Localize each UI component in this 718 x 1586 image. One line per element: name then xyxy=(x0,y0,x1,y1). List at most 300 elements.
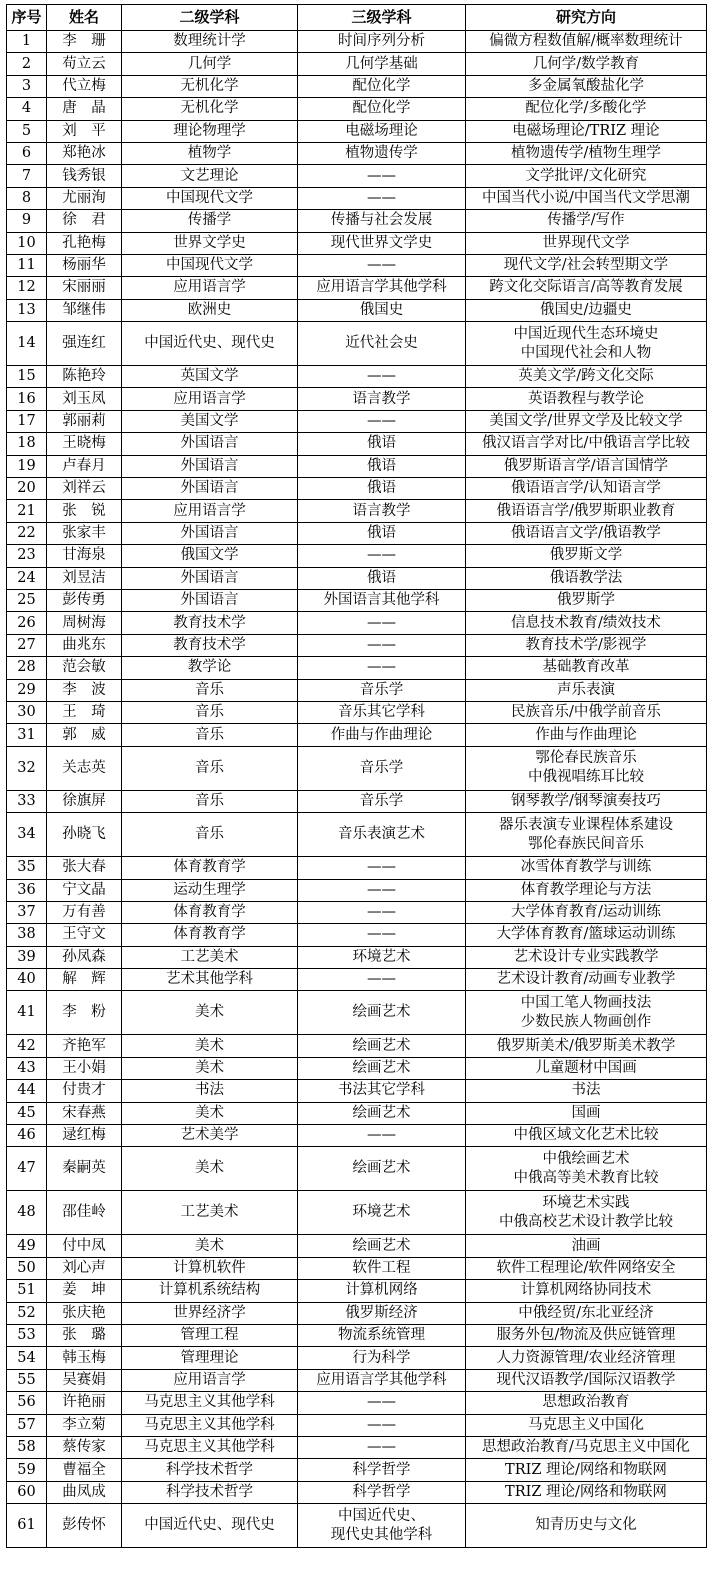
table-header-row xyxy=(7,5,707,31)
table-row xyxy=(7,679,707,701)
secondary-discipline: 外国语言 xyxy=(122,455,298,477)
secondary-discipline: 音乐 xyxy=(122,746,298,790)
table-row xyxy=(7,1302,707,1324)
row-index: 2 xyxy=(7,53,47,75)
table-row xyxy=(7,1347,707,1369)
research-direction: 现代汉语教学/国际汉语教学 xyxy=(466,1369,707,1391)
table-row xyxy=(7,433,707,455)
research-direction: 传播学/写作 xyxy=(466,210,707,232)
tertiary-discipline: —— xyxy=(298,165,466,187)
table-row xyxy=(7,366,707,388)
person-name: 刘心声 xyxy=(47,1257,122,1279)
tertiary-discipline: 物流系统管理 xyxy=(298,1324,466,1346)
row-index: 54 xyxy=(7,1347,47,1369)
row-index: 4 xyxy=(7,98,47,120)
secondary-discipline: 工艺美术 xyxy=(122,1191,298,1235)
tertiary-discipline: 环境艺术 xyxy=(298,1191,466,1235)
table-row xyxy=(7,75,707,97)
tertiary-discipline: 应用语言学其他学科 xyxy=(298,1369,466,1391)
table-row xyxy=(7,1369,707,1391)
person-name: 蔡传家 xyxy=(47,1436,122,1458)
tertiary-discipline: —— xyxy=(298,612,466,634)
row-index: 47 xyxy=(7,1147,47,1191)
table-row xyxy=(7,1324,707,1346)
research-direction: 文学批评/文化研究 xyxy=(466,165,707,187)
secondary-discipline: 美术 xyxy=(122,991,298,1035)
tertiary-discipline: —— xyxy=(298,969,466,991)
person-name: 彭传怀 xyxy=(47,1504,122,1548)
row-index: 38 xyxy=(7,924,47,946)
secondary-discipline: 马克思主义其他学科 xyxy=(122,1436,298,1458)
row-index: 33 xyxy=(7,790,47,812)
tertiary-discipline: 绘画艺术 xyxy=(298,1057,466,1079)
research-direction: 书法 xyxy=(466,1080,707,1102)
table-row xyxy=(7,120,707,142)
table-row xyxy=(7,1191,707,1235)
research-direction: 计算机网络协同技术 xyxy=(466,1280,707,1302)
tertiary-discipline: —— xyxy=(298,634,466,656)
tertiary-discipline: 现代世界文学史 xyxy=(298,232,466,254)
table-row xyxy=(7,1102,707,1124)
secondary-discipline: 应用语言学 xyxy=(122,500,298,522)
header-secondary-discipline: 二级学科 xyxy=(122,5,298,31)
tertiary-discipline: 行为科学 xyxy=(298,1347,466,1369)
person-name: 吴赛娟 xyxy=(47,1369,122,1391)
secondary-discipline: 体育教育学 xyxy=(122,857,298,879)
table-row xyxy=(7,589,707,611)
tertiary-discipline: —— xyxy=(298,879,466,901)
research-direction: 艺术设计专业实践教学 xyxy=(466,946,707,968)
table-row xyxy=(7,455,707,477)
row-index: 6 xyxy=(7,142,47,164)
research-direction: 英美文学/跨文化交际 xyxy=(466,366,707,388)
row-index: 7 xyxy=(7,165,47,187)
table-row xyxy=(7,1280,707,1302)
table-body xyxy=(7,31,707,1548)
table-row xyxy=(7,1035,707,1057)
row-index: 42 xyxy=(7,1035,47,1057)
header-research-direction: 研究方向 xyxy=(466,5,707,31)
person-name: 范会敏 xyxy=(47,657,122,679)
row-index: 3 xyxy=(7,75,47,97)
faculty-research-table xyxy=(6,4,707,1548)
table-row xyxy=(7,1057,707,1079)
tertiary-discipline: 俄国史 xyxy=(298,299,466,321)
research-direction: 大学体育教育/运动训练 xyxy=(466,901,707,923)
table-row xyxy=(7,724,707,746)
person-name: 彭传勇 xyxy=(47,589,122,611)
table-row xyxy=(7,857,707,879)
secondary-discipline: 美术 xyxy=(122,1147,298,1191)
tertiary-discipline: 绘画艺术 xyxy=(298,1235,466,1257)
table-row xyxy=(7,924,707,946)
row-index: 29 xyxy=(7,679,47,701)
person-name: 张 璐 xyxy=(47,1324,122,1346)
person-name: 邹继伟 xyxy=(47,299,122,321)
research-direction: 中国工笔人物画技法 少数民族人物画创作 xyxy=(466,991,707,1035)
secondary-discipline: 外国语言 xyxy=(122,433,298,455)
tertiary-discipline: 几何学基础 xyxy=(298,53,466,75)
research-direction: 几何学/数学教育 xyxy=(466,53,707,75)
row-index: 51 xyxy=(7,1280,47,1302)
person-name: 李 粉 xyxy=(47,991,122,1035)
table-row xyxy=(7,1414,707,1436)
tertiary-discipline: 俄语 xyxy=(298,455,466,477)
research-direction: 中俄区域文化艺术比较 xyxy=(466,1125,707,1147)
secondary-discipline: 外国语言 xyxy=(122,478,298,500)
table-row xyxy=(7,901,707,923)
secondary-discipline: 几何学 xyxy=(122,53,298,75)
row-index: 1 xyxy=(7,31,47,53)
secondary-discipline: 理论物理学 xyxy=(122,120,298,142)
secondary-discipline: 世界文学史 xyxy=(122,232,298,254)
person-name: 王小娟 xyxy=(47,1057,122,1079)
person-name: 万有善 xyxy=(47,901,122,923)
person-name: 郭丽莉 xyxy=(47,410,122,432)
person-name: 宋丽丽 xyxy=(47,277,122,299)
tertiary-discipline: 语言教学 xyxy=(298,500,466,522)
person-name: 徐 君 xyxy=(47,210,122,232)
secondary-discipline: 音乐 xyxy=(122,679,298,701)
person-name: 刘昱洁 xyxy=(47,567,122,589)
secondary-discipline: 体育教育学 xyxy=(122,924,298,946)
person-name: 徐旗屏 xyxy=(47,790,122,812)
row-index: 14 xyxy=(7,322,47,366)
table-row xyxy=(7,1147,707,1191)
research-direction: 俄汉语言学对比/中俄语言学比较 xyxy=(466,433,707,455)
person-name: 张庆艳 xyxy=(47,1302,122,1324)
secondary-discipline: 英国文学 xyxy=(122,366,298,388)
research-direction: 大学体育教育/篮球运动训练 xyxy=(466,924,707,946)
tertiary-discipline: 配位化学 xyxy=(298,98,466,120)
secondary-discipline: 运动生理学 xyxy=(122,879,298,901)
secondary-discipline: 音乐 xyxy=(122,701,298,723)
research-direction: 鄂伦春民族音乐 中俄视唱练耳比较 xyxy=(466,746,707,790)
research-direction: 钢琴教学/钢琴演奏技巧 xyxy=(466,790,707,812)
research-direction: 服务外包/物流及供应链管理 xyxy=(466,1324,707,1346)
row-index: 5 xyxy=(7,120,47,142)
table-row xyxy=(7,187,707,209)
secondary-discipline: 教育技术学 xyxy=(122,634,298,656)
table-row xyxy=(7,322,707,366)
secondary-discipline: 外国语言 xyxy=(122,522,298,544)
research-direction: 中国近现代生态环境史 中国现代社会和人物 xyxy=(466,322,707,366)
secondary-discipline: 音乐 xyxy=(122,790,298,812)
research-direction: 教育技术学/影视学 xyxy=(466,634,707,656)
research-direction: 民族音乐/中俄学前音乐 xyxy=(466,701,707,723)
secondary-discipline: 教学论 xyxy=(122,657,298,679)
person-name: 张家丰 xyxy=(47,522,122,544)
tertiary-discipline: 软件工程 xyxy=(298,1257,466,1279)
research-direction: 俄国史/边疆史 xyxy=(466,299,707,321)
research-direction: 信息技术教育/绩效技术 xyxy=(466,612,707,634)
research-direction: 冰雪体育教学与训练 xyxy=(466,857,707,879)
tertiary-discipline: —— xyxy=(298,924,466,946)
secondary-discipline: 美术 xyxy=(122,1102,298,1124)
table-row xyxy=(7,1481,707,1503)
row-index: 58 xyxy=(7,1436,47,1458)
tertiary-discipline: —— xyxy=(298,1125,466,1147)
row-index: 35 xyxy=(7,857,47,879)
research-direction: 知青历史与文化 xyxy=(466,1504,707,1548)
secondary-discipline: 世界经济学 xyxy=(122,1302,298,1324)
table-row xyxy=(7,388,707,410)
person-name: 王 琦 xyxy=(47,701,122,723)
research-direction: 思想政治教育 xyxy=(466,1392,707,1414)
research-direction: 基础教育改革 xyxy=(466,657,707,679)
research-direction: 人力资源管理/农业经济管理 xyxy=(466,1347,707,1369)
research-direction: 声乐表演 xyxy=(466,679,707,701)
research-direction: 俄罗斯语言学/语言国情学 xyxy=(466,455,707,477)
secondary-discipline: 应用语言学 xyxy=(122,1369,298,1391)
person-name: 苟立云 xyxy=(47,53,122,75)
table-row xyxy=(7,946,707,968)
person-name: 郭 威 xyxy=(47,724,122,746)
secondary-discipline: 欧洲史 xyxy=(122,299,298,321)
person-name: 孔艳梅 xyxy=(47,232,122,254)
tertiary-discipline: 俄语 xyxy=(298,522,466,544)
person-name: 尤丽洵 xyxy=(47,187,122,209)
row-index: 39 xyxy=(7,946,47,968)
person-name: 张大春 xyxy=(47,857,122,879)
secondary-discipline: 外国语言 xyxy=(122,589,298,611)
research-direction: 思想政治教育/马克思主义中国化 xyxy=(466,1436,707,1458)
person-name: 郑艳冰 xyxy=(47,142,122,164)
row-index: 37 xyxy=(7,901,47,923)
secondary-discipline: 俄国文学 xyxy=(122,545,298,567)
person-name: 宋春燕 xyxy=(47,1102,122,1124)
header-name: 姓名 xyxy=(47,5,122,31)
row-index: 17 xyxy=(7,410,47,432)
person-name: 解 辉 xyxy=(47,969,122,991)
research-direction: 俄语语言学/俄罗斯职业教育 xyxy=(466,500,707,522)
secondary-discipline: 书法 xyxy=(122,1080,298,1102)
research-direction: 美国文学/世界文学及比较文学 xyxy=(466,410,707,432)
table-row xyxy=(7,522,707,544)
secondary-discipline: 中国现代文学 xyxy=(122,254,298,276)
tertiary-discipline: 传播与社会发展 xyxy=(298,210,466,232)
row-index: 49 xyxy=(7,1235,47,1257)
row-index: 25 xyxy=(7,589,47,611)
row-index: 8 xyxy=(7,187,47,209)
research-direction: 器乐表演专业课程体系建设 鄂伦春族民间音乐 xyxy=(466,813,707,857)
row-index: 46 xyxy=(7,1125,47,1147)
tertiary-discipline: 绘画艺术 xyxy=(298,1147,466,1191)
table-row xyxy=(7,545,707,567)
tertiary-discipline: 中国近代史、 现代史其他学科 xyxy=(298,1504,466,1548)
secondary-discipline: 马克思主义其他学科 xyxy=(122,1414,298,1436)
tertiary-discipline: 音乐学 xyxy=(298,679,466,701)
row-index: 55 xyxy=(7,1369,47,1391)
tertiary-discipline: 音乐表演艺术 xyxy=(298,813,466,857)
research-direction: 中俄经贸/东北亚经济 xyxy=(466,1302,707,1324)
research-direction: 俄罗斯学 xyxy=(466,589,707,611)
row-index: 22 xyxy=(7,522,47,544)
person-name: 杨丽华 xyxy=(47,254,122,276)
person-name: 孙凤森 xyxy=(47,946,122,968)
table-row xyxy=(7,410,707,432)
table-row xyxy=(7,142,707,164)
person-name: 姜 坤 xyxy=(47,1280,122,1302)
secondary-discipline: 植物学 xyxy=(122,142,298,164)
tertiary-discipline: 计算机网络 xyxy=(298,1280,466,1302)
secondary-discipline: 科学技术哲学 xyxy=(122,1481,298,1503)
table-row xyxy=(7,478,707,500)
row-index: 43 xyxy=(7,1057,47,1079)
tertiary-discipline: —— xyxy=(298,366,466,388)
person-name: 王晓梅 xyxy=(47,433,122,455)
research-direction: 艺术设计教育/动画专业教学 xyxy=(466,969,707,991)
row-index: 60 xyxy=(7,1481,47,1503)
table-row xyxy=(7,746,707,790)
table-row xyxy=(7,165,707,187)
research-direction: 俄语语言学/认知语言学 xyxy=(466,478,707,500)
research-direction: 电磁场理论/TRIZ 理论 xyxy=(466,120,707,142)
secondary-discipline: 工艺美术 xyxy=(122,946,298,968)
row-index: 16 xyxy=(7,388,47,410)
table-row xyxy=(7,1257,707,1279)
tertiary-discipline: 语言教学 xyxy=(298,388,466,410)
research-direction: 环境艺术实践 中俄高校艺术设计教学比较 xyxy=(466,1191,707,1235)
research-direction: TRIZ 理论/网络和物联网 xyxy=(466,1481,707,1503)
person-name: 曲兆东 xyxy=(47,634,122,656)
research-direction: 英语教程与教学论 xyxy=(466,388,707,410)
secondary-discipline: 管理工程 xyxy=(122,1324,298,1346)
tertiary-discipline: 近代社会史 xyxy=(298,322,466,366)
table-row xyxy=(7,1459,707,1481)
row-index: 30 xyxy=(7,701,47,723)
tertiary-discipline: 俄罗斯经济 xyxy=(298,1302,466,1324)
table-row xyxy=(7,969,707,991)
tertiary-discipline: 环境艺术 xyxy=(298,946,466,968)
tertiary-discipline: —— xyxy=(298,657,466,679)
secondary-discipline: 美国文学 xyxy=(122,410,298,432)
header-index: 序号 xyxy=(7,5,47,31)
secondary-discipline: 管理理论 xyxy=(122,1347,298,1369)
person-name: 刘祥云 xyxy=(47,478,122,500)
research-direction: 软件工程理论/软件网络安全 xyxy=(466,1257,707,1279)
person-name: 孙晓飞 xyxy=(47,813,122,857)
row-index: 19 xyxy=(7,455,47,477)
research-direction: 马克思主义中国化 xyxy=(466,1414,707,1436)
person-name: 代立梅 xyxy=(47,75,122,97)
row-index: 23 xyxy=(7,545,47,567)
row-index: 15 xyxy=(7,366,47,388)
person-name: 秦嗣英 xyxy=(47,1147,122,1191)
tertiary-discipline: 俄语 xyxy=(298,433,466,455)
row-index: 31 xyxy=(7,724,47,746)
row-index: 34 xyxy=(7,813,47,857)
tertiary-discipline: —— xyxy=(298,254,466,276)
research-direction: 作曲与作曲理论 xyxy=(466,724,707,746)
secondary-discipline: 音乐 xyxy=(122,813,298,857)
row-index: 50 xyxy=(7,1257,47,1279)
person-name: 齐艳军 xyxy=(47,1035,122,1057)
research-direction: 跨文化交际语言/高等教育发展 xyxy=(466,277,707,299)
person-name: 韩玉梅 xyxy=(47,1347,122,1369)
row-index: 48 xyxy=(7,1191,47,1235)
secondary-discipline: 传播学 xyxy=(122,210,298,232)
header-tertiary-discipline: 三级学科 xyxy=(298,5,466,31)
person-name: 李立菊 xyxy=(47,1414,122,1436)
table-row xyxy=(7,634,707,656)
research-direction: 植物遗传学/植物生理学 xyxy=(466,142,707,164)
row-index: 28 xyxy=(7,657,47,679)
tertiary-discipline: —— xyxy=(298,1414,466,1436)
research-direction: 俄罗斯文学 xyxy=(466,545,707,567)
secondary-discipline: 计算机软件 xyxy=(122,1257,298,1279)
research-direction: 体育教学理论与方法 xyxy=(466,879,707,901)
person-name: 强连红 xyxy=(47,322,122,366)
person-name: 唐 晶 xyxy=(47,98,122,120)
table-row xyxy=(7,657,707,679)
person-name: 关志英 xyxy=(47,746,122,790)
tertiary-discipline: 植物遗传学 xyxy=(298,142,466,164)
tertiary-discipline: 俄语 xyxy=(298,478,466,500)
research-direction: 中国当代小说/中国当代文学思潮 xyxy=(466,187,707,209)
person-name: 陈艳玲 xyxy=(47,366,122,388)
secondary-discipline: 应用语言学 xyxy=(122,388,298,410)
tertiary-discipline: 绘画艺术 xyxy=(298,1102,466,1124)
faculty-table-container xyxy=(6,4,707,1548)
table-row xyxy=(7,1080,707,1102)
tertiary-discipline: 科学哲学 xyxy=(298,1481,466,1503)
tertiary-discipline: —— xyxy=(298,857,466,879)
tertiary-discipline: —— xyxy=(298,545,466,567)
person-name: 逯红梅 xyxy=(47,1125,122,1147)
research-direction: 多金属氧酸盐化学 xyxy=(466,75,707,97)
research-direction: 现代文学/社会转型期文学 xyxy=(466,254,707,276)
row-index: 12 xyxy=(7,277,47,299)
person-name: 付贵才 xyxy=(47,1080,122,1102)
table-row xyxy=(7,567,707,589)
row-index: 59 xyxy=(7,1459,47,1481)
table-row xyxy=(7,500,707,522)
person-name: 李 珊 xyxy=(47,31,122,53)
person-name: 张 锐 xyxy=(47,500,122,522)
table-row xyxy=(7,879,707,901)
row-index: 52 xyxy=(7,1302,47,1324)
secondary-discipline: 无机化学 xyxy=(122,75,298,97)
tertiary-discipline: 应用语言学其他学科 xyxy=(298,277,466,299)
research-direction: 中俄绘画艺术 中俄高等美术教育比较 xyxy=(466,1147,707,1191)
tertiary-discipline: 作曲与作曲理论 xyxy=(298,724,466,746)
person-name: 甘海泉 xyxy=(47,545,122,567)
secondary-discipline: 体育教育学 xyxy=(122,901,298,923)
row-index: 45 xyxy=(7,1102,47,1124)
table-row xyxy=(7,1235,707,1257)
row-index: 44 xyxy=(7,1080,47,1102)
tertiary-discipline: 音乐其它学科 xyxy=(298,701,466,723)
research-direction: 俄语教学法 xyxy=(466,567,707,589)
person-name: 宁文晶 xyxy=(47,879,122,901)
tertiary-discipline: —— xyxy=(298,410,466,432)
tertiary-discipline: 音乐学 xyxy=(298,790,466,812)
table-row xyxy=(7,612,707,634)
person-name: 卢春月 xyxy=(47,455,122,477)
person-name: 刘玉凤 xyxy=(47,388,122,410)
tertiary-discipline: 时间序列分析 xyxy=(298,31,466,53)
row-index: 41 xyxy=(7,991,47,1035)
row-index: 36 xyxy=(7,879,47,901)
row-index: 56 xyxy=(7,1392,47,1414)
person-name: 王守文 xyxy=(47,924,122,946)
tertiary-discipline: 书法其它学科 xyxy=(298,1080,466,1102)
secondary-discipline: 艺术美学 xyxy=(122,1125,298,1147)
row-index: 53 xyxy=(7,1324,47,1346)
tertiary-discipline: 绘画艺术 xyxy=(298,991,466,1035)
research-direction: 配位化学/多酸化学 xyxy=(466,98,707,120)
